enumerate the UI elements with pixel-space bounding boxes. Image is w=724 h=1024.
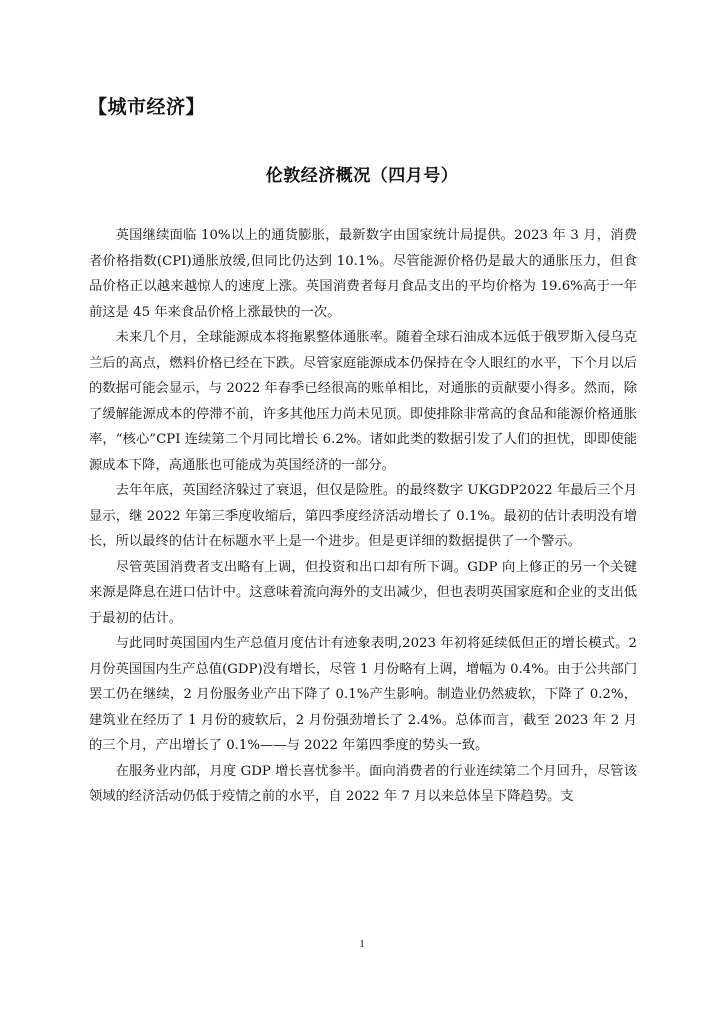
paragraph-energy-costs: 未来几个月，全球能源成本将拖累整体通胀率。随着全球石油成本远低于俄罗斯入侵乌克兰后的高点，燃料价格已经在下跌。尽管家庭能源成本仍保持在令人眼红的水平，下个月以后的数据可能会显示，与 2022 年春季已经很高的账单相比，对通胀的贡献要小得多。然而，除了缓解能源成本的停滞不前，许多其他压力尚未见顶。即使排除非常高的食品和能源价格通胀率，“核心”CPI 连续第二个月同比增长 6.2%。诸如此类的数据引发了人们的担忧，即即使能源成本下降，高通胀也可能成为英国经济的一部分。: [89, 330, 637, 473]
paragraph-recession: 去年年底，英国经济躲过了衰退，但仅是险胜。的最终数字 UKGDP2022 年最后三个月显示，继 2022 年第三季度收缩后，第四季度经济活动增长了 0.1%。最初的估计表明没有增长，所以最终的估计在标题水平上是一个进步。但是更详细的数据提供了一个警示。: [89, 483, 637, 549]
section-label: 【城市经济】: [88, 96, 206, 118]
page-title: 伦敦经济概况（四月号）: [265, 166, 459, 186]
document-body: [89, 223, 637, 810]
paragraph-consumer-spending: 尽管英国消费者支出略有上调，但投资和出口却有所下调。GDP 向上修正的另一个关键来源是降息在进口估计中。这意味着流向海外的支出减少，但也表明英国家庭和企业的支出低于最初的估计。: [89, 559, 637, 626]
paragraph-inflation: 英国继续面临 10%以上的通货膨胀，最新数字由国家统计局提供。2023 年 3 月，消费者价格指数(CPI)通胀放缓,但同比仍达到 10.1%。尽管能源价格仍是最大的通胀压力，但食品价格正以越来越惊人的速度上涨。英国消费者每月食品支出的平均价格为 19.6%高于一年前这是 45 年来食品价格上涨最快的一次。: [89, 228, 637, 320]
paragraph-monthly-gdp: 与此同时英国国内生产总值月度估计有迹象表明,2023 年初将延续低但正的增长模式。2 月份英国国内生产总值(GDP)没有增长，尽管 1 月份略有上调，增幅为 0.4%。由于公共部门罢工仍在继续，2 月份服务业产出下降了 0.1%产生影响。制造业仍然疲软，下降了 0.2%，建筑业在经历了 1 月份的疲软后，2 月份强劲增长了 2.4%。总体而言，截至 2023 年 2 月的三个月，产出增长了 0.1%——与 2022 年第四季度的势头一致。: [89, 636, 637, 753]
paragraph-services: 在服务业内部，月度 GDP 增长喜忧参半。面向消费者的行业连续第二个月回升，尽管该领域的经济活动仍低于疫情之前的水平，自 2022 年 7 月以来总体呈下降趋势。支: [89, 763, 637, 804]
page-number: 1: [359, 938, 365, 950]
